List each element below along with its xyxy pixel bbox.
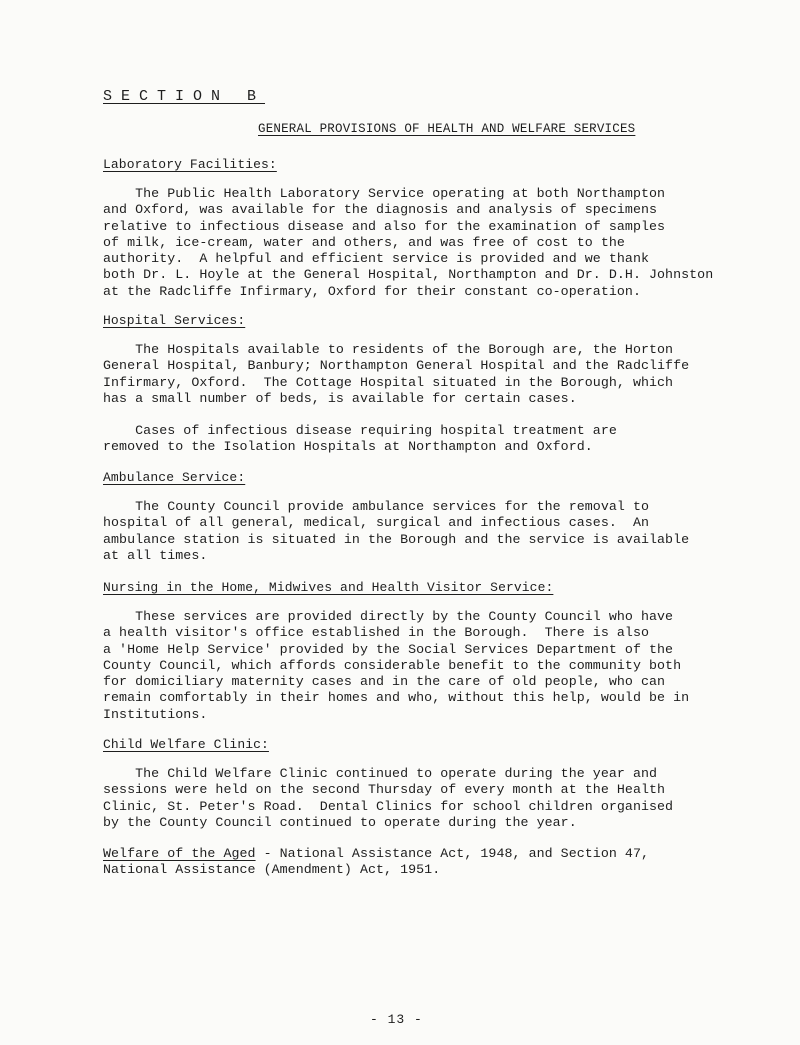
- laboratory-paragraph: The Public Health Laboratory Service operating at both Northampton and Oxford, was available for the diagnosis and analysis of specimens relative to infectious disease and also for the examination of samples of milk, ice-cream, water and others, and was free of cost to the authority. A helpful and efficient service is provided and we thank both Dr. L. Hoyle at the General Hospital, Northampton and Dr. D.H. Johnston at the Radcliffe Infirmary, Oxford for their constant co-operation.: [103, 186, 714, 299]
- page-number: - 13 -: [370, 1012, 423, 1027]
- child-welfare-paragraph: The Child Welfare Clinic continued to operate during the year and sessions were held on the second Thursday of every month at the Health Clinic, St. Peter's Road. Dental Clinics for school children organised by the County Council continued to operate during the year.: [103, 766, 674, 830]
- hospital-heading: Hospital Services:: [103, 313, 246, 328]
- nursing-heading: Nursing in the Home, Midwives and Health Visitor Service:: [103, 580, 554, 595]
- child-welfare-heading: Child Welfare Clinic:: [103, 737, 269, 752]
- ambulance-heading: Ambulance Service:: [103, 470, 246, 485]
- welfare-aged-heading: Welfare of the Aged: [103, 846, 256, 861]
- welfare-aged-line: [103, 846, 800, 862]
- nursing-paragraph: These services are provided directly by the County Council who have a health visitor's office established in the Borough. There is also a 'Home Help Service' provided by the Social Services Department of the County Council, which affords considerable benefit to the community both for domiciliary maternity cases and in the care of old people, who can remain comfortably in their homes and who, without this help, would be in Institutions.: [103, 609, 690, 722]
- welfare-aged-text: - National Assistance Act, 1948, and Section 47,: [255, 846, 650, 861]
- section-title: SECTION B: [103, 88, 266, 105]
- laboratory-heading: Laboratory Facilities:: [103, 157, 277, 172]
- hospital-paragraph-2: Cases of infectious disease requiring hospital treatment are removed to the Isolation Hospitals at Northampton and Oxford.: [103, 423, 617, 455]
- hospital-paragraph: The Hospitals available to residents of the Borough are, the Horton General Hospital, Banbury; Northampton General Hospital and the Radcliffe Infirmary, Oxford. The Cottage Hospital situated in the Borough, which has a small number of beds, is available for certain cases.: [103, 342, 690, 406]
- main-heading: GENERAL PROVISIONS OF HEALTH AND WELFARE SERVICES: [258, 122, 636, 136]
- welfare-aged-line-2: National Assistance (Amendment) Act, 1951.: [103, 862, 441, 877]
- ambulance-paragraph: The County Council provide ambulance services for the removal to hospital of all general, medical, surgical and infectious cases. An ambulance station is situated in the Borough and the service is available at all times.: [103, 499, 690, 563]
